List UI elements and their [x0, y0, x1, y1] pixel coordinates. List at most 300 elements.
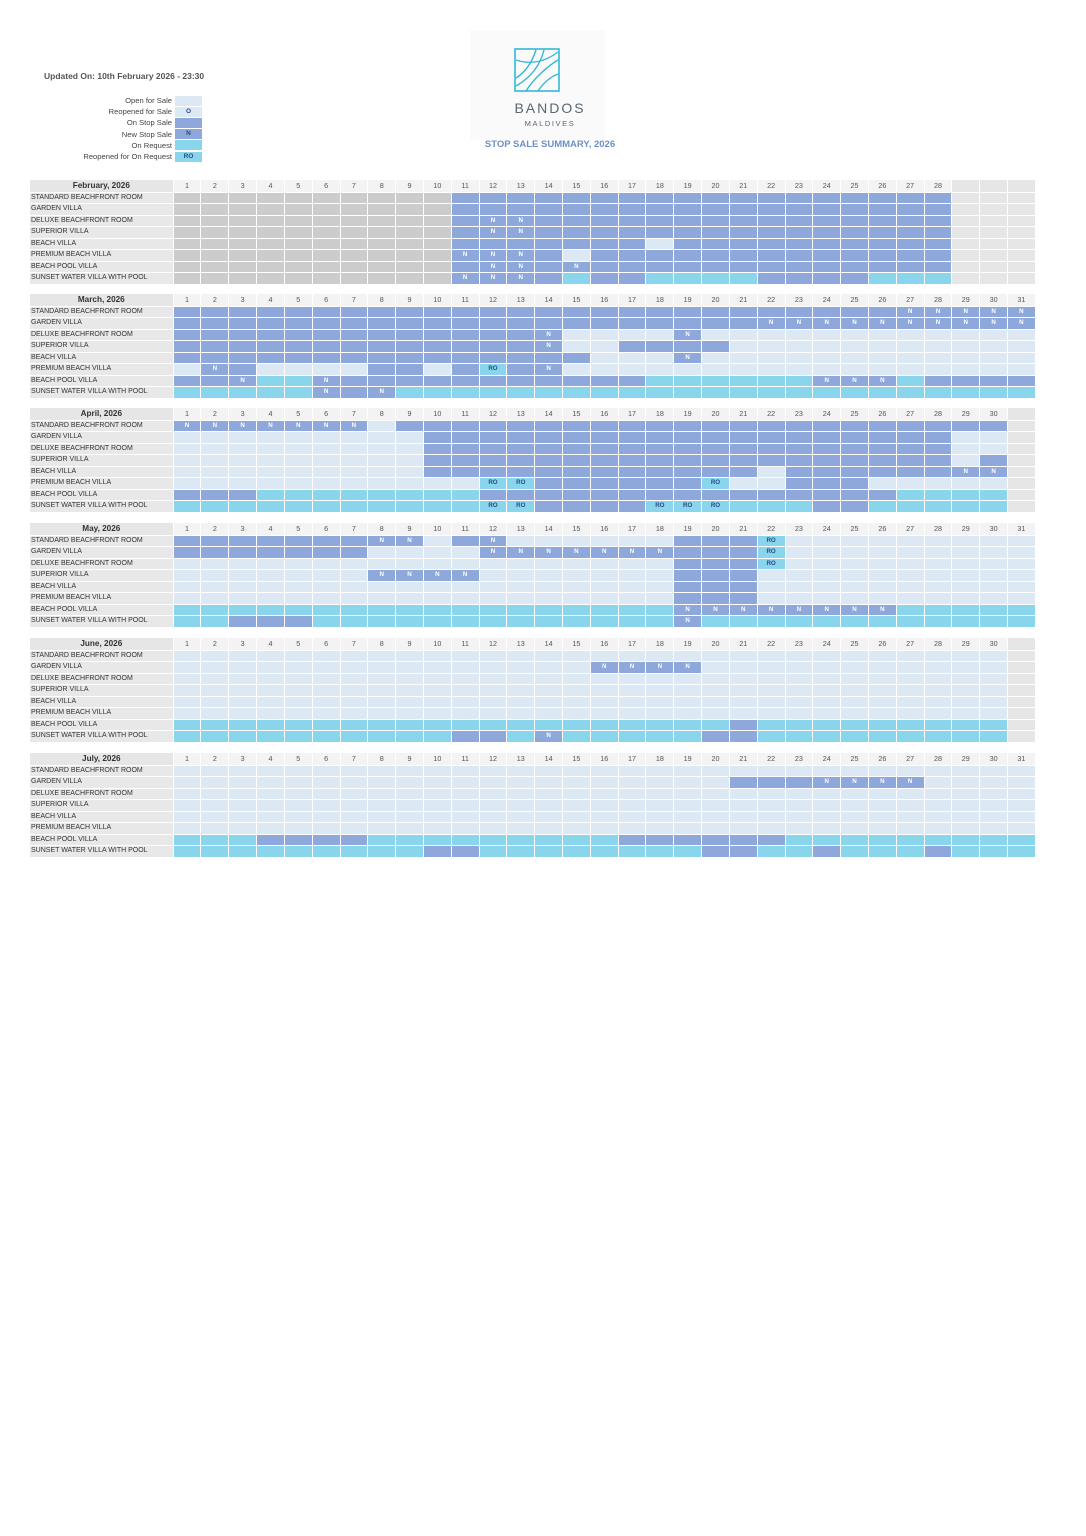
- status-cell: [535, 697, 562, 708]
- status-cell: [674, 536, 701, 547]
- status-cell: [201, 685, 228, 696]
- status-cell: [507, 766, 534, 777]
- status-cell: [285, 766, 312, 777]
- day-header: 5: [285, 408, 312, 420]
- status-cell: [535, 536, 562, 547]
- status-cell: [925, 444, 952, 455]
- status-cell: [368, 341, 395, 352]
- day-header: 27: [897, 523, 924, 535]
- status-cell: [452, 307, 479, 318]
- status-cell: [424, 307, 451, 318]
- status-cell: [507, 708, 534, 719]
- status-cell: [201, 593, 228, 604]
- status-cell: [758, 708, 785, 719]
- day-header: 19: [674, 294, 701, 306]
- day-header: 19: [674, 638, 701, 650]
- status-cell: [174, 559, 201, 570]
- status-cell: [702, 547, 729, 558]
- status-cell: [507, 570, 534, 581]
- status-cell: [368, 593, 395, 604]
- status-cell: [257, 846, 284, 857]
- status-cell: [786, 789, 813, 800]
- status-cell: [841, 273, 868, 284]
- status-cell: [201, 341, 228, 352]
- status-cell: [758, 846, 785, 857]
- villa-name: DELUXE BEACHFRONT ROOM: [30, 559, 173, 570]
- status-cell: [980, 674, 1007, 685]
- status-cell: [257, 353, 284, 364]
- day-header: 14: [535, 408, 562, 420]
- villa-row: [30, 262, 1036, 273]
- status-cell: [341, 616, 368, 627]
- status-cell: [646, 582, 673, 593]
- day-header: 12: [480, 638, 507, 650]
- status-cell: [646, 387, 673, 398]
- day-header: 23: [786, 294, 813, 306]
- status-cell: [480, 239, 507, 250]
- status-cell: [257, 204, 284, 215]
- status-cell: [174, 467, 201, 478]
- status-cell: [480, 318, 507, 329]
- status-cell: N: [396, 536, 423, 547]
- status-cell: [646, 330, 673, 341]
- status-cell: [730, 387, 757, 398]
- status-cell: [396, 708, 423, 719]
- status-cell: [368, 421, 395, 432]
- status-cell: [897, 250, 924, 261]
- day-header: 13: [507, 180, 534, 192]
- status-cell: [341, 478, 368, 489]
- status-cell: [452, 697, 479, 708]
- status-cell: [535, 227, 562, 238]
- status-cell: [424, 193, 451, 204]
- status-cell: [535, 708, 562, 719]
- villa-row: [30, 731, 1036, 742]
- status-cell: N: [480, 250, 507, 261]
- status-cell: [646, 777, 673, 788]
- status-cell: [285, 846, 312, 857]
- status-cell: [285, 364, 312, 375]
- status-cell: [535, 250, 562, 261]
- day-header: 6: [313, 638, 340, 650]
- status-cell: [201, 835, 228, 846]
- status-cell: [925, 662, 952, 673]
- day-header: 24: [813, 523, 840, 535]
- status-cell: [730, 250, 757, 261]
- day-pad: [952, 227, 979, 238]
- status-cell: [925, 582, 952, 593]
- status-cell: [174, 685, 201, 696]
- status-cell: [702, 227, 729, 238]
- month-table: [30, 294, 1036, 399]
- status-cell: [452, 616, 479, 627]
- legend-label: On Request: [131, 140, 172, 150]
- status-cell: [591, 421, 618, 432]
- status-cell: [841, 536, 868, 547]
- status-cell: [619, 846, 646, 857]
- status-cell: [646, 766, 673, 777]
- day-header: 15: [563, 523, 590, 535]
- status-cell: [841, 812, 868, 823]
- status-cell: [368, 835, 395, 846]
- day-header: 2: [201, 408, 228, 420]
- day-header: 3: [229, 753, 256, 765]
- status-cell: [368, 376, 395, 387]
- status-cell: [229, 697, 256, 708]
- status-cell: [869, 708, 896, 719]
- status-cell: [313, 204, 340, 215]
- status-cell: [1008, 559, 1035, 570]
- status-cell: [646, 651, 673, 662]
- status-cell: [925, 685, 952, 696]
- status-cell: [702, 193, 729, 204]
- status-cell: [535, 559, 562, 570]
- status-cell: N: [952, 467, 979, 478]
- status-cell: [563, 823, 590, 834]
- status-cell: [619, 455, 646, 466]
- status-cell: [313, 846, 340, 857]
- status-cell: [591, 307, 618, 318]
- status-cell: [674, 444, 701, 455]
- status-cell: [758, 720, 785, 731]
- status-cell: [257, 444, 284, 455]
- day-pad: [1008, 674, 1035, 685]
- day-header: 24: [813, 294, 840, 306]
- day-header: 30: [980, 294, 1007, 306]
- status-cell: [257, 227, 284, 238]
- status-cell: [813, 193, 840, 204]
- status-cell: [925, 227, 952, 238]
- day-header: 12: [480, 294, 507, 306]
- status-cell: [313, 570, 340, 581]
- status-cell: [507, 605, 534, 616]
- status-cell: [341, 353, 368, 364]
- status-cell: [730, 570, 757, 581]
- status-cell: [535, 421, 562, 432]
- status-cell: [341, 605, 368, 616]
- status-cell: [730, 273, 757, 284]
- status-cell: [758, 766, 785, 777]
- status-cell: [925, 501, 952, 512]
- status-cell: [257, 731, 284, 742]
- status-cell: [841, 478, 868, 489]
- day-header: 29: [952, 408, 979, 420]
- status-cell: [452, 227, 479, 238]
- day-header: 26: [869, 408, 896, 420]
- status-cell: [563, 273, 590, 284]
- villa-name: BEACH POOL VILLA: [30, 720, 173, 731]
- status-cell: [619, 193, 646, 204]
- status-cell: [396, 685, 423, 696]
- status-cell: [424, 490, 451, 501]
- status-cell: [758, 651, 785, 662]
- status-cell: [897, 547, 924, 558]
- status-cell: [841, 685, 868, 696]
- status-cell: [341, 593, 368, 604]
- month-table: [30, 753, 1036, 858]
- status-cell: [702, 307, 729, 318]
- legend-swatch: O: [175, 107, 202, 117]
- status-cell: [424, 605, 451, 616]
- status-cell: [313, 273, 340, 284]
- villa-name: PREMIUM BEACH VILLA: [30, 364, 173, 375]
- status-cell: [368, 823, 395, 834]
- villa-name: SUPERIOR VILLA: [30, 800, 173, 811]
- status-cell: [869, 455, 896, 466]
- legend-item: [40, 129, 202, 140]
- status-cell: [702, 777, 729, 788]
- day-pad: [1008, 708, 1035, 719]
- status-cell: [368, 273, 395, 284]
- status-cell: [201, 846, 228, 857]
- status-cell: [646, 800, 673, 811]
- day-header: 21: [730, 180, 757, 192]
- status-cell: [897, 455, 924, 466]
- status-cell: [563, 616, 590, 627]
- status-cell: [869, 490, 896, 501]
- day-header: 8: [368, 408, 395, 420]
- status-cell: [813, 204, 840, 215]
- status-cell: [730, 318, 757, 329]
- status-cell: [535, 674, 562, 685]
- status-cell: [980, 330, 1007, 341]
- status-cell: [758, 490, 785, 501]
- status-cell: N: [229, 376, 256, 387]
- status-cell: [980, 536, 1007, 547]
- status-cell: [591, 387, 618, 398]
- status-cell: RO: [507, 501, 534, 512]
- day-header: 4: [257, 180, 284, 192]
- status-cell: [786, 800, 813, 811]
- day-header: 30: [980, 638, 1007, 650]
- status-cell: [368, 697, 395, 708]
- month-header-row: [30, 180, 1036, 192]
- status-cell: [535, 593, 562, 604]
- status-cell: [702, 387, 729, 398]
- status-cell: [758, 376, 785, 387]
- legend-swatch: [175, 118, 202, 128]
- status-cell: [563, 812, 590, 823]
- status-cell: [925, 376, 952, 387]
- status-cell: [869, 789, 896, 800]
- status-cell: [563, 216, 590, 227]
- status-cell: [229, 616, 256, 627]
- day-header: 17: [619, 523, 646, 535]
- status-cell: [285, 318, 312, 329]
- status-cell: [285, 353, 312, 364]
- status-cell: [229, 364, 256, 375]
- status-cell: [424, 421, 451, 432]
- status-cell: [424, 536, 451, 547]
- status-cell: [925, 697, 952, 708]
- status-cell: [452, 341, 479, 352]
- status-cell: [786, 227, 813, 238]
- status-cell: [952, 593, 979, 604]
- status-cell: [507, 559, 534, 570]
- status-cell: [480, 616, 507, 627]
- status-cell: [925, 593, 952, 604]
- status-cell: [229, 341, 256, 352]
- villa-row: [30, 478, 1036, 489]
- status-cell: N: [535, 364, 562, 375]
- status-cell: [980, 823, 1007, 834]
- status-cell: [646, 227, 673, 238]
- villa-row: [30, 616, 1036, 627]
- status-cell: [730, 501, 757, 512]
- status-cell: [341, 444, 368, 455]
- status-cell: [646, 216, 673, 227]
- status-cell: [813, 239, 840, 250]
- status-cell: [368, 766, 395, 777]
- status-cell: [619, 318, 646, 329]
- villa-name: BEACH POOL VILLA: [30, 605, 173, 616]
- status-cell: [619, 501, 646, 512]
- status-cell: [841, 227, 868, 238]
- status-cell: [674, 273, 701, 284]
- status-cell: [786, 490, 813, 501]
- day-pad: [952, 262, 979, 273]
- status-cell: [452, 204, 479, 215]
- villa-name: PREMIUM BEACH VILLA: [30, 823, 173, 834]
- status-cell: [702, 204, 729, 215]
- status-cell: [452, 387, 479, 398]
- status-cell: [730, 239, 757, 250]
- status-cell: [563, 731, 590, 742]
- status-cell: N: [674, 662, 701, 673]
- status-cell: [786, 421, 813, 432]
- status-cell: [897, 823, 924, 834]
- status-cell: [591, 353, 618, 364]
- status-cell: [174, 593, 201, 604]
- status-cell: [730, 490, 757, 501]
- status-cell: [925, 455, 952, 466]
- villa-row: [30, 353, 1036, 364]
- status-cell: [507, 341, 534, 352]
- legend-item: [40, 117, 202, 128]
- status-cell: [646, 536, 673, 547]
- status-cell: [535, 777, 562, 788]
- day-header: 16: [591, 523, 618, 535]
- status-cell: [980, 800, 1007, 811]
- legend-swatch: [175, 140, 202, 150]
- villa-row: [30, 789, 1036, 800]
- status-cell: [925, 616, 952, 627]
- day-header: 10: [424, 753, 451, 765]
- status-cell: [201, 307, 228, 318]
- status-cell: [507, 353, 534, 364]
- status-cell: [869, 731, 896, 742]
- status-cell: [674, 720, 701, 731]
- villa-name: SUPERIOR VILLA: [30, 227, 173, 238]
- villa-row: [30, 467, 1036, 478]
- status-cell: [507, 444, 534, 455]
- status-cell: [341, 318, 368, 329]
- status-cell: N: [980, 318, 1007, 329]
- status-cell: [646, 341, 673, 352]
- villa-row: [30, 376, 1036, 387]
- day-header: 10: [424, 180, 451, 192]
- status-cell: N: [674, 616, 701, 627]
- status-cell: [925, 720, 952, 731]
- status-cell: [424, 674, 451, 685]
- status-cell: [368, 789, 395, 800]
- day-header: 13: [507, 753, 534, 765]
- status-cell: [897, 193, 924, 204]
- status-cell: [396, 823, 423, 834]
- status-cell: [396, 227, 423, 238]
- status-cell: [869, 674, 896, 685]
- status-cell: [257, 501, 284, 512]
- status-cell: [619, 789, 646, 800]
- status-cell: [1008, 330, 1035, 341]
- status-cell: [619, 570, 646, 581]
- villa-row: [30, 193, 1036, 204]
- status-cell: [591, 720, 618, 731]
- status-cell: [368, 239, 395, 250]
- status-cell: [452, 364, 479, 375]
- status-cell: [841, 490, 868, 501]
- villa-name: PREMIUM BEACH VILLA: [30, 478, 173, 489]
- status-cell: RO: [646, 501, 673, 512]
- status-cell: [786, 812, 813, 823]
- status-cell: [646, 697, 673, 708]
- status-cell: [897, 662, 924, 673]
- status-cell: [674, 432, 701, 443]
- day-header: 13: [507, 638, 534, 650]
- status-cell: [952, 708, 979, 719]
- status-cell: N: [257, 421, 284, 432]
- villa-name: STANDARD BEACHFRONT ROOM: [30, 421, 173, 432]
- day-header: 10: [424, 294, 451, 306]
- day-header: 21: [730, 638, 757, 650]
- status-cell: N: [897, 318, 924, 329]
- status-cell: [591, 593, 618, 604]
- status-cell: [480, 789, 507, 800]
- status-cell: [758, 812, 785, 823]
- status-cell: [730, 330, 757, 341]
- status-cell: RO: [507, 478, 534, 489]
- villa-name: SUNSET WATER VILLA WITH POOL: [30, 731, 173, 742]
- status-cell: [786, 387, 813, 398]
- status-cell: [674, 685, 701, 696]
- status-cell: [229, 547, 256, 558]
- status-cell: [201, 204, 228, 215]
- status-cell: [452, 318, 479, 329]
- day-header: 2: [201, 523, 228, 535]
- status-cell: [535, 353, 562, 364]
- status-cell: [563, 467, 590, 478]
- status-cell: [758, 216, 785, 227]
- status-cell: [646, 685, 673, 696]
- day-header: 14: [535, 180, 562, 192]
- day-header: 9: [396, 408, 423, 420]
- status-cell: [925, 239, 952, 250]
- status-cell: [591, 777, 618, 788]
- day-pad: [1008, 250, 1035, 261]
- status-cell: [925, 846, 952, 857]
- status-cell: [786, 697, 813, 708]
- status-cell: [674, 812, 701, 823]
- status-cell: [897, 444, 924, 455]
- status-cell: [841, 766, 868, 777]
- status-cell: [758, 330, 785, 341]
- villa-row: [30, 812, 1036, 823]
- status-cell: [619, 490, 646, 501]
- status-cell: [174, 789, 201, 800]
- status-cell: [424, 697, 451, 708]
- status-cell: [786, 720, 813, 731]
- status-cell: [841, 846, 868, 857]
